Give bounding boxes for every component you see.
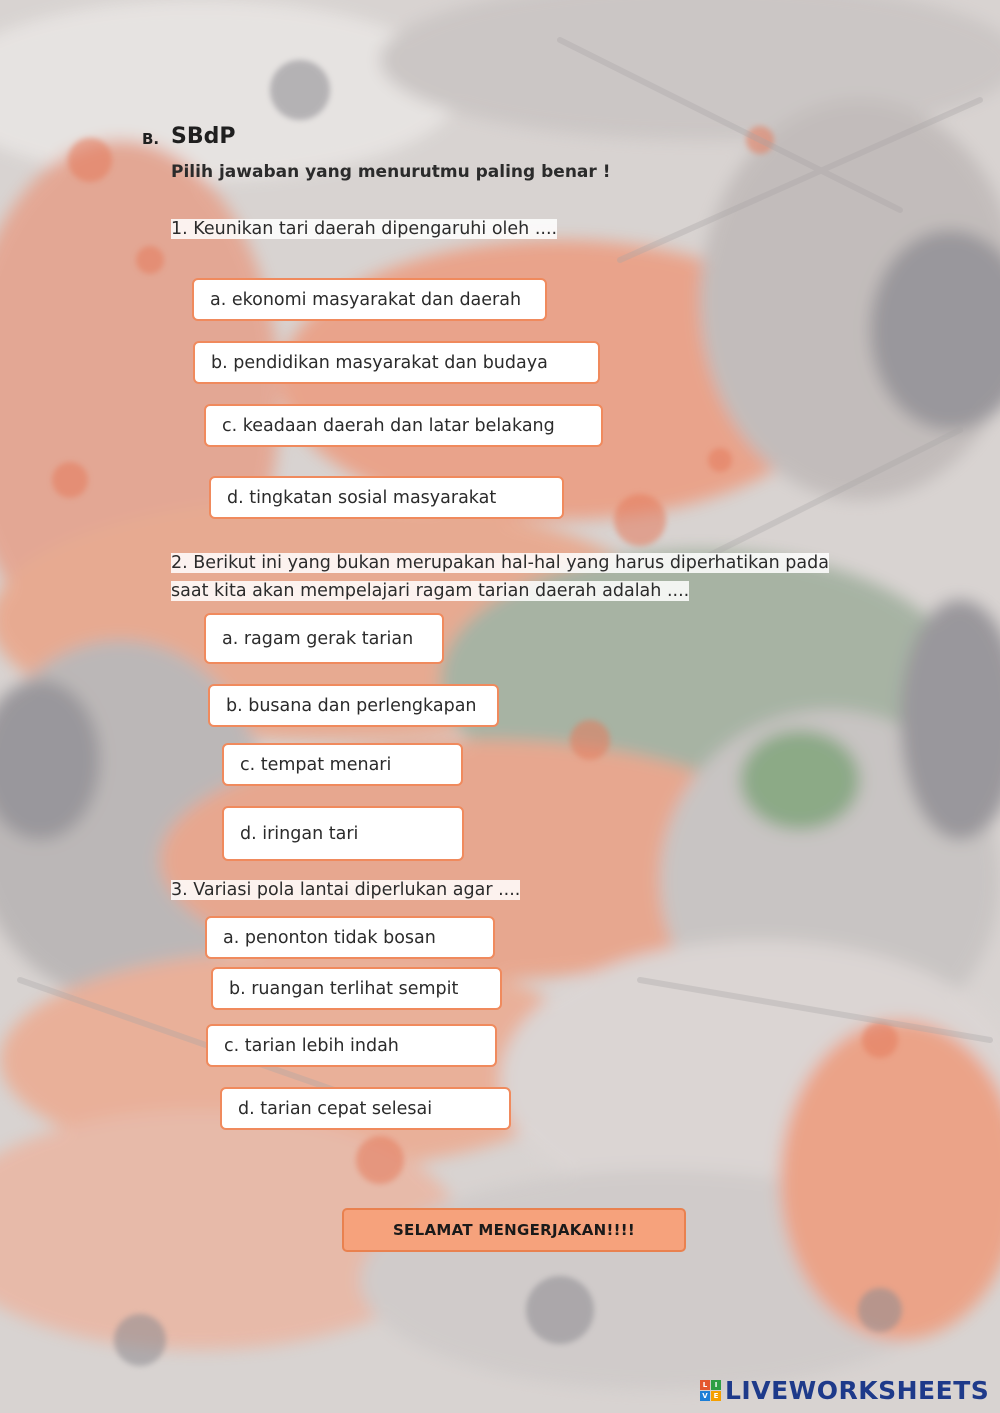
question-2-text: 2. Berikut ini yang bukan merupakan hal-hal yang harus diperhatikan pada saat kita akan mempelajari ragam tarian daerah adalah ....: [171, 553, 829, 601]
question-1-text: 1. Keunikan tari daerah dipengaruhi oleh ....: [171, 219, 558, 239]
q2-option-b[interactable]: b. busana dan perlengkapan: [208, 684, 499, 727]
logo-icon: L I V E: [700, 1380, 721, 1401]
q2-option-c[interactable]: c. tempat menari: [222, 743, 463, 786]
q1-option-d[interactable]: d. tingkatan sosial masyarakat: [209, 476, 564, 519]
q3-option-d[interactable]: d. tarian cepat selesai: [220, 1087, 511, 1130]
q1-option-c[interactable]: c. keadaan daerah dan latar belakang: [204, 404, 603, 447]
q1-option-a[interactable]: a. ekonomi masyarakat dan daerah: [192, 278, 547, 321]
section-letter: B.: [142, 130, 160, 148]
liveworksheets-logo: [700, 1376, 989, 1405]
q3-option-c[interactable]: c. tarian lebih indah: [206, 1024, 497, 1067]
closing-banner: SELAMAT MENGERJAKAN!!!!: [342, 1208, 686, 1252]
q2-option-d[interactable]: d. iringan tari: [222, 806, 464, 861]
question-3-text: 3. Variasi pola lantai diperlukan agar ....: [171, 880, 521, 900]
q1-option-b[interactable]: b. pendidikan masyarakat dan budaya: [193, 341, 600, 384]
q3-option-b[interactable]: b. ruangan terlihat sempit: [211, 967, 502, 1010]
q2-option-a[interactable]: a. ragam gerak tarian: [204, 613, 444, 664]
q3-option-a[interactable]: a. penonton tidak bosan: [205, 916, 495, 959]
section-title: SBdP: [171, 124, 236, 149]
instruction-text: Pilih jawaban yang menurutmu paling benar !: [171, 162, 611, 182]
logo-text: LIVEWORKSHEETS: [725, 1376, 990, 1405]
